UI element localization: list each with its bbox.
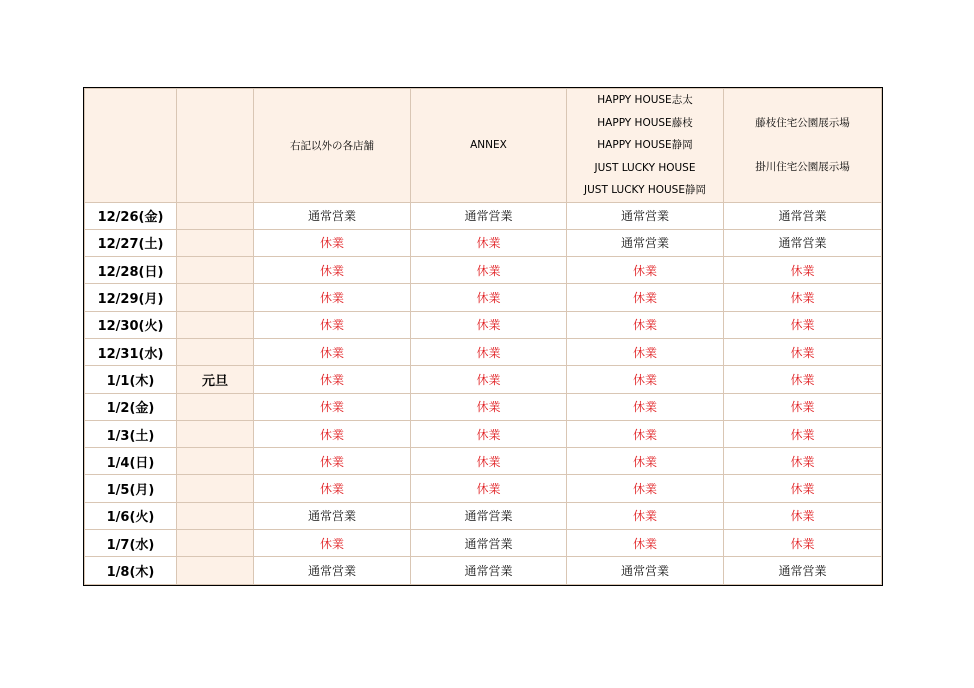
- date-cell: 12/28(日): [85, 257, 177, 284]
- table-row: [85, 420, 882, 447]
- status-cell: 休業: [567, 284, 724, 311]
- note-cell: [177, 530, 254, 557]
- status-cell: 休業: [411, 229, 567, 256]
- table-row: [85, 448, 882, 475]
- status-cell: 休業: [724, 393, 882, 420]
- table-row: [85, 502, 882, 529]
- status-cell: 通常営業: [254, 557, 411, 584]
- header-other-stores: [254, 89, 411, 203]
- table-row: [85, 366, 882, 393]
- header-label: HAPPY HOUSE藤枝: [597, 116, 693, 129]
- table-row: [85, 257, 882, 284]
- date-cell: 1/1(木): [85, 366, 177, 393]
- status-cell: 休業: [254, 393, 411, 420]
- table-row: [85, 530, 882, 557]
- note-cell: 元旦: [177, 366, 254, 393]
- table-row: [85, 557, 882, 584]
- table-row: [85, 311, 882, 338]
- header-label: JUST LUCKY HOUSE静岡: [584, 184, 706, 196]
- status-cell: 休業: [567, 311, 724, 338]
- header-happy-house-group: [567, 89, 724, 203]
- status-cell: 休業: [411, 257, 567, 284]
- status-cell: 休業: [411, 284, 567, 311]
- status-cell: 休業: [567, 393, 724, 420]
- status-cell: 休業: [254, 284, 411, 311]
- table-body: [85, 202, 882, 584]
- table-row: [85, 284, 882, 311]
- note-cell: [177, 202, 254, 229]
- note-cell: [177, 475, 254, 502]
- header-annex: [411, 89, 567, 203]
- status-cell: 通常営業: [724, 557, 882, 584]
- status-cell: 休業: [254, 420, 411, 447]
- status-cell: 通常営業: [567, 229, 724, 256]
- status-cell: 通常営業: [411, 202, 567, 229]
- status-cell: 休業: [254, 311, 411, 338]
- date-cell: 12/30(火): [85, 311, 177, 338]
- status-cell: 休業: [724, 420, 882, 447]
- status-cell: 休業: [254, 475, 411, 502]
- status-cell: 休業: [724, 338, 882, 365]
- status-cell: 休業: [724, 475, 882, 502]
- status-cell: 休業: [724, 448, 882, 475]
- table-row: [85, 393, 882, 420]
- table-header: [85, 89, 882, 203]
- note-cell: [177, 448, 254, 475]
- status-cell: 休業: [724, 530, 882, 557]
- header-label: JUST LUCKY HOUSE: [594, 161, 696, 174]
- note-cell: [177, 502, 254, 529]
- status-cell: 休業: [567, 475, 724, 502]
- holiday-schedule-table: [84, 88, 882, 585]
- status-cell: 通常営業: [724, 202, 882, 229]
- status-cell: 通常営業: [254, 502, 411, 529]
- status-cell: 通常営業: [254, 202, 411, 229]
- status-cell: 休業: [254, 530, 411, 557]
- status-cell: 休業: [724, 502, 882, 529]
- status-cell: 休業: [567, 448, 724, 475]
- status-cell: 通常営業: [411, 530, 567, 557]
- note-cell: [177, 420, 254, 447]
- header-label: HAPPY HOUSE静岡: [597, 139, 693, 151]
- date-cell: 1/6(火): [85, 502, 177, 529]
- header-label: 掛川住宅公園展示場: [755, 161, 850, 174]
- status-cell: 休業: [567, 502, 724, 529]
- note-cell: [177, 311, 254, 338]
- note-cell: [177, 338, 254, 365]
- status-cell: 休業: [411, 366, 567, 393]
- note-cell: [177, 393, 254, 420]
- note-cell: [177, 557, 254, 584]
- status-cell: 休業: [254, 366, 411, 393]
- header-label: 藤枝住宅公園展示場: [755, 117, 850, 130]
- status-cell: 通常営業: [567, 202, 724, 229]
- date-cell: 1/4(日): [85, 448, 177, 475]
- date-cell: 1/8(木): [85, 557, 177, 584]
- status-cell: 休業: [567, 257, 724, 284]
- date-cell: 1/2(金): [85, 393, 177, 420]
- status-cell: 休業: [724, 284, 882, 311]
- status-cell: 休業: [411, 393, 567, 420]
- header-note-cell: [177, 89, 254, 203]
- status-cell: 休業: [567, 420, 724, 447]
- status-cell: 休業: [567, 338, 724, 365]
- status-cell: 休業: [724, 257, 882, 284]
- status-cell: 休業: [724, 311, 882, 338]
- note-cell: [177, 229, 254, 256]
- date-cell: 12/29(月): [85, 284, 177, 311]
- status-cell: 通常営業: [724, 229, 882, 256]
- note-cell: [177, 257, 254, 284]
- status-cell: 通常営業: [411, 502, 567, 529]
- status-cell: 休業: [254, 338, 411, 365]
- header-showrooms: [724, 89, 882, 203]
- status-cell: 休業: [567, 530, 724, 557]
- status-cell: 通常営業: [411, 557, 567, 584]
- header-label: 右記以外の各店舗: [290, 139, 374, 152]
- date-cell: 12/31(水): [85, 338, 177, 365]
- status-cell: 休業: [411, 420, 567, 447]
- table-row: [85, 229, 882, 256]
- status-cell: 休業: [411, 448, 567, 475]
- status-cell: 休業: [724, 366, 882, 393]
- table-row: [85, 202, 882, 229]
- header-row: [85, 89, 882, 203]
- status-cell: 休業: [254, 448, 411, 475]
- status-cell: 休業: [411, 475, 567, 502]
- date-cell: 1/5(月): [85, 475, 177, 502]
- date-cell: 1/3(土): [85, 420, 177, 447]
- status-cell: 休業: [254, 229, 411, 256]
- status-cell: 休業: [411, 311, 567, 338]
- date-cell: 12/26(金): [85, 202, 177, 229]
- header-label: HAPPY HOUSE志太: [597, 94, 693, 106]
- note-cell: [177, 284, 254, 311]
- status-cell: 休業: [411, 338, 567, 365]
- date-cell: 1/7(水): [85, 530, 177, 557]
- header-date-cell: [85, 89, 177, 203]
- status-cell: 通常営業: [567, 557, 724, 584]
- table-row: [85, 475, 882, 502]
- header-label: ANNEX: [470, 139, 507, 152]
- status-cell: 休業: [567, 366, 724, 393]
- status-cell: 休業: [254, 257, 411, 284]
- table-row: [85, 338, 882, 365]
- date-cell: 12/27(土): [85, 229, 177, 256]
